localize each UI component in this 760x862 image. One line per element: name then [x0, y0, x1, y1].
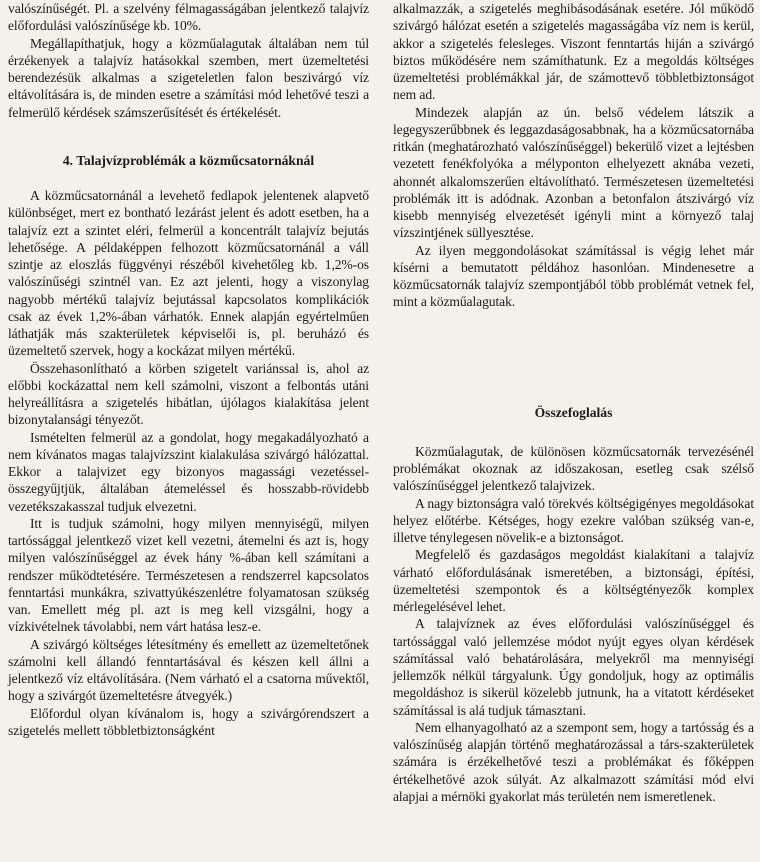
paragraph: A szivárgó költséges létesítmény és emellett az üzemeltetőnek számolni kell állandó fenntartásával és készen kell állni a jelentkező víz eltávolítására. (Nem várható el a csatorna művektől, hogy a szivárgót üzemeltetésre átvegyék.)	[8, 636, 369, 704]
paragraph: A nagy biztonságra való törekvés költségigényes megoldásokat helyez előtérbe. Kétséges, hogy ezekre valóban szükség van-e, illetve ténylegesen növelik-e a biztonságot.	[393, 495, 754, 545]
paragraph: Itt is tudjuk számolni, hogy milyen mennyiségű, milyen tartóssággal jelentkező vizet kell vezetni, átemelni és azt is, hogy milyen valószínűséggel az évek hány %-ában kell számítani a rendszer működtetésére. Természetesen a rendszerrel kapcsolatos fenntartási munkákra, szivattyúkészenlétre folyamatosan szükség van. Emellett még pl. azt is meg kell vizsgálni, hogy a vízkivételnek távolabbi, nem várt hatása lesz-e.	[8, 515, 369, 635]
paragraph: Nem elhanyagolható az a szempont sem, hogy a tartósság és a valószínűség alapján történő meghatározással a társ-szakterületek számára is érzékelhetővé teszi a problémákat és főképpen értékelhetővé azok súlyát. Az alkalmazott számítási mód elvi alapjai a mérnöki gyakorlat más területén nem ismeretlenek.	[393, 719, 754, 804]
paragraph: valószínűségét. Pl. a szelvény félmagasságában jelentkező talajvíz előfordulási valószínűsége kb. 10%.	[8, 1, 369, 34]
paragraph: alkalmazzák, a szigetelés meghibásodásának esetére. Jól működő szivárgó hálózat esetén a szigetelés magasságába víz nem is kerül, akkor a szigetelés felesleges. Viszont fenntartás hiján a szivárgó biztos működésére nem számíthatunk. Ez a megoldás költséges üzemeltetési problémákkal jár, de számottevő többletbiztonságot nem ad.	[393, 1, 754, 103]
paragraph: Megfelelő és gazdaságos megoldást kialakítani a talajvíz várható előfordulásának ismeretében, a biztonsági, építési, üzemeltetési szempontok és a költségtényezők komplex mérlegelésével lehet.	[393, 547, 754, 614]
paragraph: Ismételten felmerül az a gondolat, hogy megakadályozható a nem kívánatos magas talajvízszint kialakulása szivárgó hálózattal. Ekkor a talajvizet egy bizonyos magassági vezetéssel-összegyűjtjük, általában átemeléssel és hosszabb-rövidebb vezetékszakasszal tudjuk elvezetni.	[8, 429, 369, 514]
paragraph: Összehasonlítható a körben szigetelt variánssal is, ahol az előbbi kockázattal nem kell számolni, viszont a felbontás utáni helyreállításra a szigetelés hibátlan, újólagos kialakítása jelent bizonytalansági tényezőt.	[8, 360, 369, 428]
paragraph: A közműcsatornánál a levehető fedlapok jelentenek alapvető különbséget, mert ez bontható lezárást jelent és adott esetben, ha a talajvíz ezt a szintet eléri, felmerül a koncentrált talajvíz bejutás lehetősége. A példaképpen felhozott közműcsatornánál a váll szintje az eloszlás függvényi részéből kivehetőleg kb. 1,2%-os valószínűségi szintnél van. Ez azt jelenti, hogy a viszonylag nagyobb mértékű talajvíz bejutással kapcsolatos komplikációk csak az évek 1,2%-ában várhatók. Ennek alapján egyértelműen láthatják más szakterületek képviselői is, pl. beruházó és üzemeltető szervek, hogy a kockázat milyen mértékű.	[8, 188, 369, 359]
section-heading-4: 4. Talajvízproblémák a közműcsatornáknál	[62, 152, 315, 168]
paragraph: Mindezek alapján az ún. belső védelem látszik a legegyszerűbbnek és leggazdaságosabbnak, ha a közműcsatornába ritkán (meghatározható valószínűséggel) bekerülő vizet a lejtésben vezetett fenékfolyóka a mélyponton elhelyezett aknába vezeti, ahonnét alkalomszerűen eltávolítható. Természetesen üzemeltetési problémák itt is adódnak. Azonban a betonfalon átszivárgó víz kisebb mennyiség elvezetését igényli mint a környező talaj vízszintjének süllyesztése.	[393, 104, 754, 241]
right-column	[393, 0, 754, 805]
left-column	[8, 0, 369, 739]
section-heading-summary: Összefoglalás	[534, 404, 613, 420]
paragraph: Előfordul olyan kívánalom is, hogy a szivárgórendszert a szigetelés mellett többletbiztonságként	[8, 705, 369, 738]
paragraph: A talajvíznek az éves előfordulási valószínűséggel és tartóssággal való jellemzése módot nyújt egyes olyan kérdések számítással való behatárolására, melyekről ma mennyiségi jellemzők nélkül tárgyalunk. Úgy gondoljuk, hogy az optimális megoldáshoz is sikerül közelebb jutnunk, ha a vitatott kérdéseket számítással is alá tudjuk támasztani.	[393, 616, 754, 718]
paragraph: Közműalagutak, de különösen közműcsatornák tervezésénél problémákat okoznak az időszakosan, esetleg csak szélső valószínűséggel jelentkező talajvizek.	[393, 443, 754, 494]
paragraph: Megállapíthatjuk, hogy a közműalagutak általában nem túl érzékenyek a talajvíz hatásokkal szemben, mert üzemeltetési berendezésük alkalmas a szigeteletlen falon beszivárgó víz eltávolítására is, de minden esetre a számítási mód lehetővé teszi a felmerülő kérdések számszerűsítését és értékelését.	[8, 35, 369, 120]
paragraph: Az ilyen meggondolásokat számítással is végig lehet már kísérni a bemutatott példához hasonlóan. Mindenesetre a közműcsatornák talajvíz szempontjából több problémát vetnek fel, mint a közműalagutak.	[393, 242, 754, 310]
